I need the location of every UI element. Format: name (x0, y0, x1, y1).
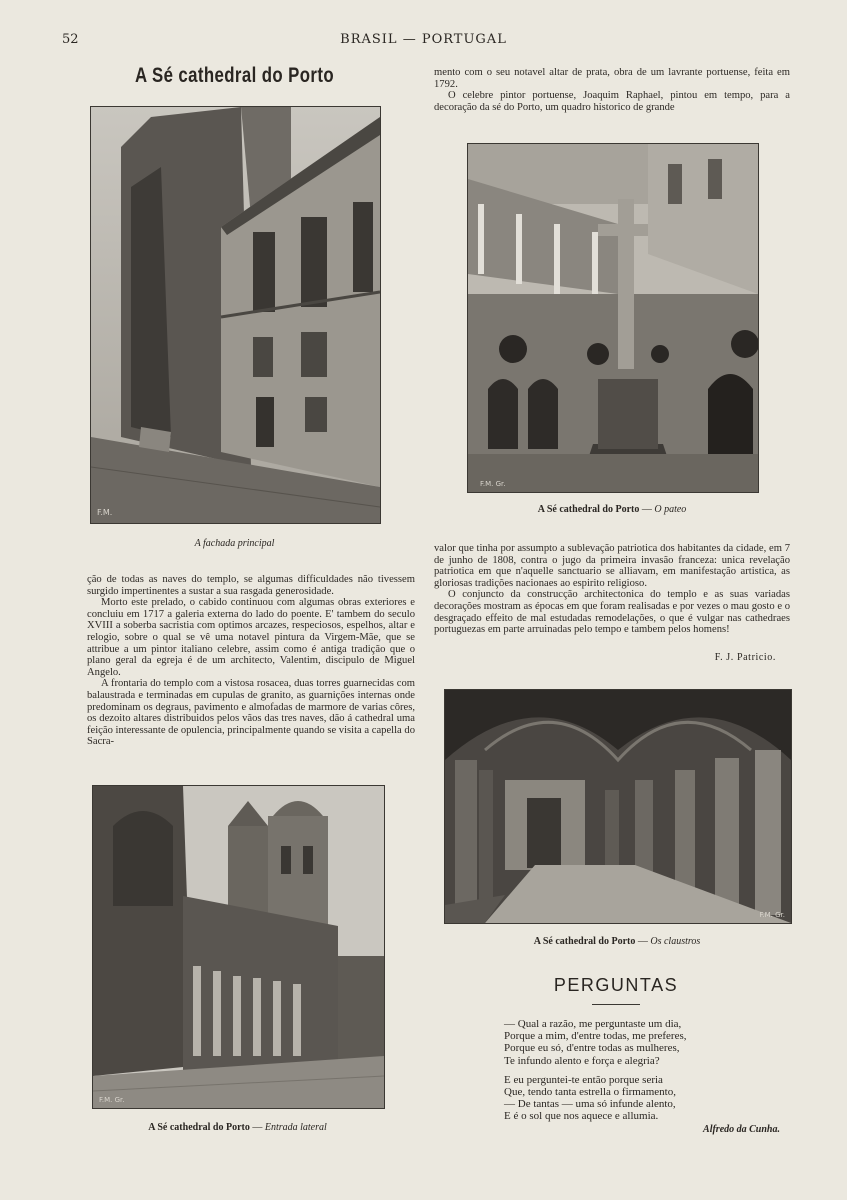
left-text (87, 574, 415, 748)
poem-stanza (504, 1018, 784, 1067)
photo-facade (90, 106, 381, 524)
poem-line: Porque eu só, d'entre todas as mulheres, (504, 1042, 680, 1055)
running-title: BRASIL — PORTUGAL (340, 32, 507, 47)
article-title: A Sé cathedral do Porto (134, 64, 334, 87)
caption-bold: A Sé cathedral do Porto (533, 936, 636, 947)
caption-lateral (92, 1122, 383, 1133)
caption-italic: A fachada principal (194, 538, 275, 549)
photo-lateral (92, 785, 385, 1109)
poem-line: Te infundo alento e força e alegria? (504, 1054, 660, 1067)
poem-line: Porque a mim, d'entre todas, me preferes, (504, 1030, 687, 1043)
photo-mark: F.M. Gr. (759, 911, 785, 919)
poem-stanza (504, 1074, 784, 1123)
paragraph: O celebre pintor portuense, Joaquim Raphael, pintou em tempo, para a decoração da sé do Porto, um quadro historico de grande (434, 90, 790, 113)
article-signature: F. J. Patricio. (714, 652, 776, 663)
page-number: 52 (62, 32, 79, 47)
caption-italic: Os claustros (650, 936, 701, 947)
photo-patio (467, 143, 759, 493)
caption-bold: A Sé cathedral do Porto (537, 504, 640, 515)
caption-italic: O pateo (654, 504, 687, 515)
paragraph: O conjuncto da construcção architectonica do templo e as suas variadas decorações mostram as épocas em que foram realisadas e por vezes o mau gosto e o desgraçado effeito de mal estudadas remodelações, o que é vulgar nas cathedraes portuguezas em parte arruinadas pelo tempo e tambem pelos homens! (434, 589, 790, 636)
poem-line: E eu perguntei-te então porque seria (504, 1073, 663, 1086)
caption-facade (90, 538, 379, 549)
caption-bold: A Sé cathedral do Porto (148, 1122, 250, 1133)
right-mid-text (434, 543, 790, 636)
poem-line: E é o sol que nos aquece e allumia. (504, 1110, 659, 1123)
caption-dash: — (635, 936, 651, 947)
caption-patio (467, 504, 757, 515)
photo-mark: F.M. Gr. (99, 1096, 125, 1104)
poem-line: — Qual a razão, me perguntaste um dia, (504, 1018, 682, 1030)
paragraph: valor que tinha por assumpto a sublevação patriotica dos habitantes da cidade, em 7 de junho de 1808, contra o jugo da primeira invasão franceza: unica revelação patriotica em que n'aquelle sanctuario se alliavam, em manifestação artistica, as gloriosas tradições nacionaes ao espirito religioso. (434, 543, 790, 589)
photo-mark: F.M. (97, 508, 113, 517)
paragraph: Morto este prelado, o cabido continuou com algumas obras exteriores e concluiu em 1717 a galeria externa do lado do poente. E' tambem do seculo XVIII a soberba sacristia com optimos arcazes, respeciosos, espelhos, altar e relogio, sobre o qual se vê uma notavel pintura da Virgem-Mãe, que se attribue a um pintor italiano celebre, assim como é antiga tradição que o plano geral da egreja é de um architecto, Valentim, discipulo de Miguel Angelo. (87, 597, 415, 678)
poem-body (504, 1018, 784, 1130)
right-top-text (434, 67, 790, 113)
caption-italic: Entrada lateral (264, 1122, 327, 1133)
paragraph: ção de todas as naves do templo, se algumas difficuldades não tivessem surgido impertinentes a sustar a sua rasgada generosidade. (87, 574, 415, 597)
photo-claustros (444, 689, 792, 924)
poem-line: Que, tendo tanta estrella o firmamento, (504, 1086, 676, 1099)
poem-title-rule (592, 1004, 640, 1005)
photo-mark: F.M. Gr. (480, 480, 506, 488)
caption-dash: — (639, 504, 655, 515)
poem-title: PERGUNTAS (553, 975, 679, 995)
paragraph: mento com o seu notavel altar de prata, obra de um lavrante portuense, feita em 1792. (434, 67, 790, 90)
caption-claustros (444, 936, 790, 947)
paragraph: A frontaria do templo com a vistosa rosacea, duas torres guarnecidas com balaustrada e terminadas em cupulas de granito, as guarnições internas onde predominam os degraus, pavimento e almofadas de marmore de varias côres, os dezoito altares distribuidos pelos vãos das tres naves, dão á cathedral uma feição interessante de opulencia, principalmente quando se visita a capella do Sacra- (87, 678, 415, 748)
poem-author: Alfredo da Cunha. (703, 1124, 780, 1135)
caption-dash: — (249, 1122, 265, 1133)
poem-line: — De tantas — uma só infunde alento, (504, 1098, 676, 1111)
